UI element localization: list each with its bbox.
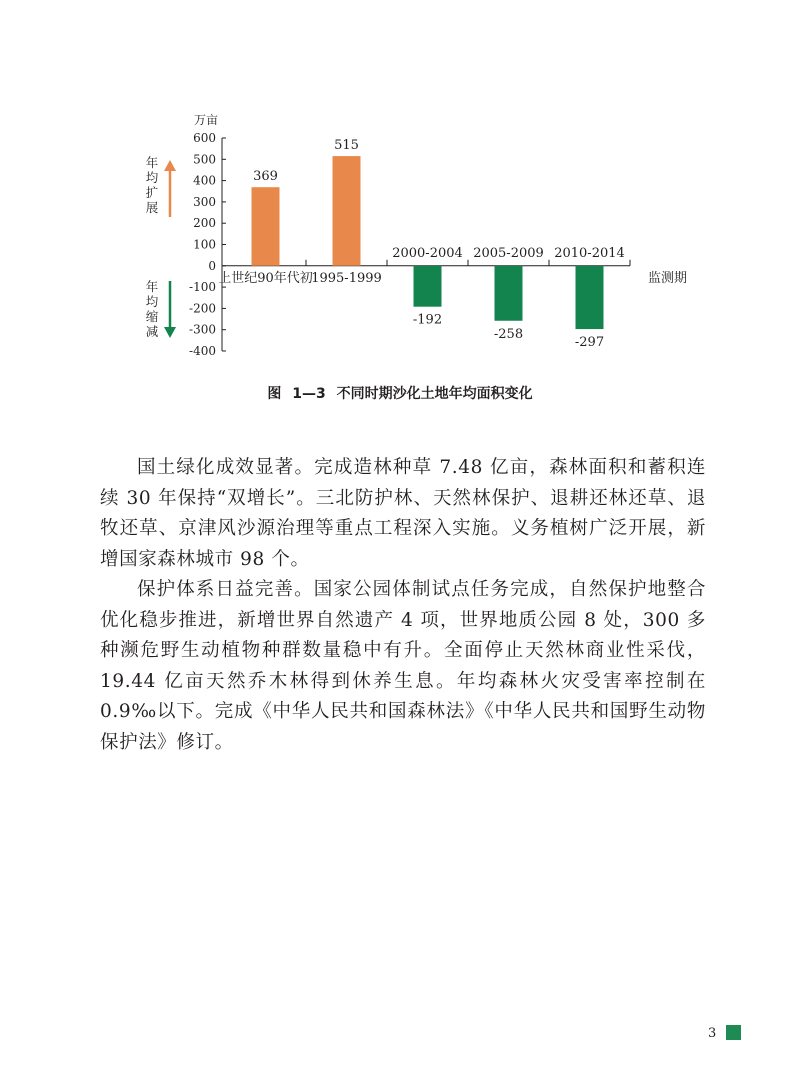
y-tick-label: 300 [193, 194, 216, 209]
side-label-expand: 展 [145, 200, 159, 215]
y-tick-label: -200 [189, 301, 216, 316]
paragraph-2: 保护体系日益完善。国家公园体制试点任务完成，自然保护地整合优化稳步推进，新增世界自然遗产 4 项，世界地质公园 8 处，300 多种濒危野生动植物种群数量稳中有升。全面停止天然林商业性采伐，19.44 亿亩天然乔木林得到休养生息。年均森林火灾受害率控制在 0.9‰以下。完成《中华人民共和国森林法》《中华人民共和国野生动物保护法》修订。 [100, 579, 706, 753]
chart-svg [130, 105, 690, 370]
y-tick-label: -400 [189, 344, 216, 358]
side-label-shrink: 缩 [145, 309, 159, 324]
data-label: 515 [334, 138, 359, 154]
data-label: -297 [574, 335, 605, 351]
y-tick-label: 600 [193, 131, 216, 145]
bar [333, 156, 361, 266]
bar [576, 266, 604, 329]
side-label-shrink: 均 [145, 294, 159, 309]
category-label: 2000-2004 [392, 245, 463, 261]
y-tick-label: 500 [193, 152, 216, 167]
data-label: -258 [493, 326, 524, 342]
page-number: 3 [708, 1026, 717, 1041]
up-arrow-head [164, 160, 176, 171]
bar [414, 266, 442, 307]
bar [252, 187, 280, 266]
side-label-shrink: 年 [145, 279, 159, 294]
data-label: -192 [412, 312, 443, 328]
y-tick-label: 400 [193, 173, 216, 188]
y-tick-label: -100 [189, 280, 216, 295]
figure-caption: 图 1—3 不同时期沙化土地年均面积变化 [267, 386, 533, 402]
bar [495, 266, 523, 321]
body-text [100, 453, 706, 758]
side-label-expand: 扩 [145, 185, 159, 200]
data-label: 369 [253, 169, 278, 185]
side-label-expand: 均 [145, 170, 159, 185]
category-label: 2005-2009 [473, 245, 544, 261]
paragraph-1: 国土绿化成效显著。完成造林种草 7.48 亿亩，森林面积和蓄积连续 30 年保持“双增长”。三北防护林、天然林保护、退耕还林还草、退牧还草、京津风沙源治理等重点工程深入实施。义务植树广泛开展，新增国家森林城市 98 个。 [100, 457, 706, 570]
category-label: 上世纪90年代初 [218, 270, 313, 286]
side-label-expand: 年 [145, 155, 159, 170]
category-label: 2010-2014 [554, 245, 625, 261]
category-label: 1995-1999 [311, 270, 382, 286]
side-label-shrink: 减 [145, 324, 159, 339]
y-tick-label: 0 [208, 258, 216, 273]
x-axis-label: 监测期 [648, 270, 688, 286]
y-tick-label: -300 [189, 322, 216, 337]
page-mark-square [726, 1025, 741, 1040]
bar-chart [130, 105, 690, 370]
y-tick-label: 100 [193, 237, 216, 252]
down-arrow-head [164, 327, 176, 338]
y-axis-unit: 万亩 [193, 113, 218, 127]
y-tick-label: 200 [193, 216, 216, 231]
